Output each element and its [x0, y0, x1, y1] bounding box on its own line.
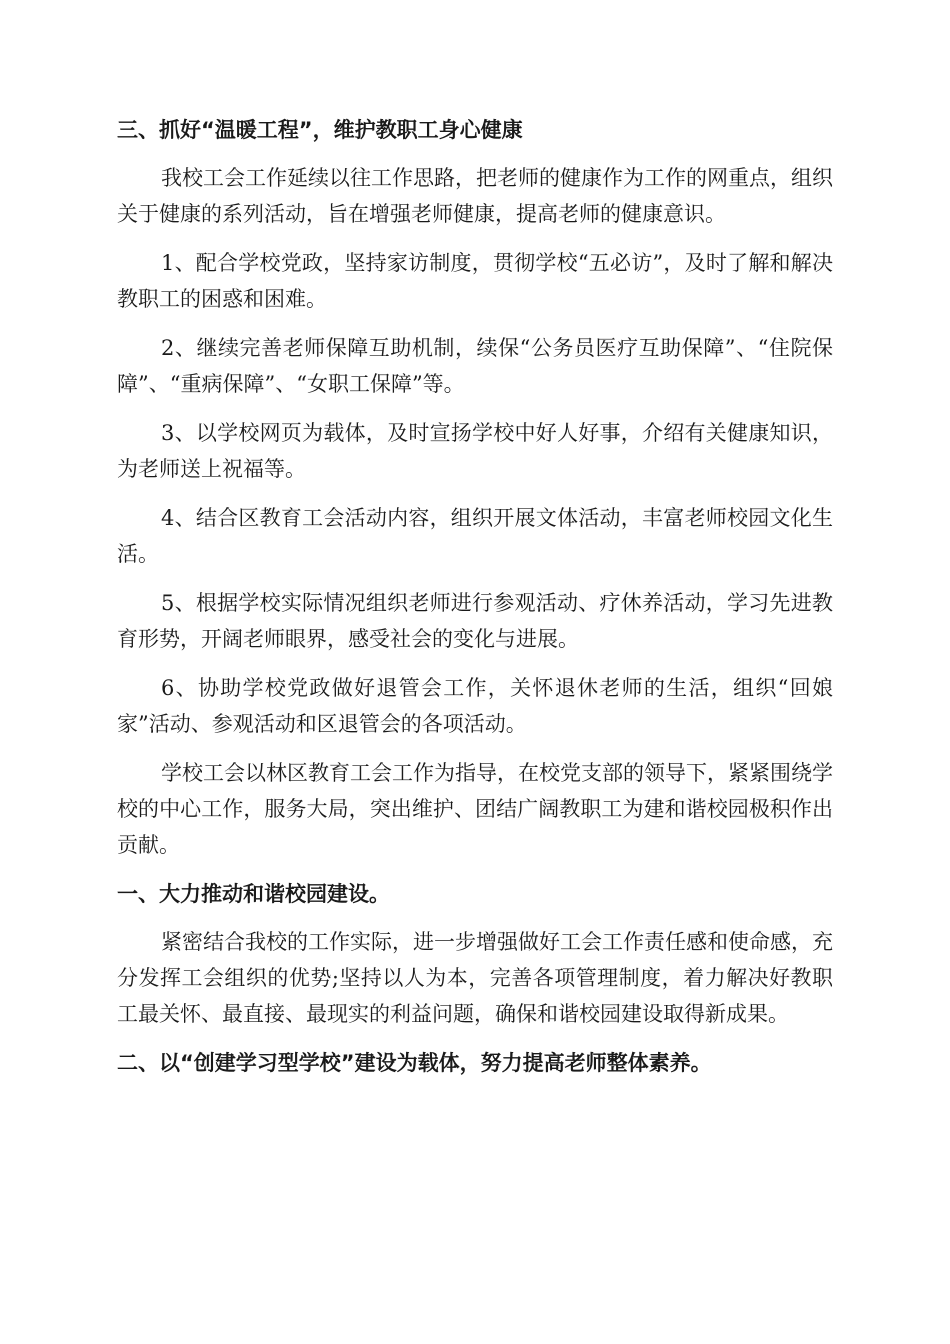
list-item: 3、以学校网页为载体，及时宣扬学校中好人好事，介绍有关健康知识，为老师送上祝福等。 [117, 421, 833, 481]
intro-paragraph: 我校工会工作延续以往工作思路，把老师的健康作为工作的网重点，组织关于健康的系列活动，旨在增强老师健康，提高老师的健康意识。 [117, 166, 833, 226]
list-item: 5、根据学校实际情况组织老师进行参观活动、疗休养活动，学习先进教育形势，开阔老师眼界，感受社会的变化与进展。 [117, 591, 833, 651]
list-item: 1、配合学校党政，坚持家访制度，贯彻学校“五必访”，及时了解和解决教职工的困惑和困难。 [117, 251, 833, 311]
section-heading-learning: 二、以“创建学习型学校”建设为载体，努力提高老师整体素养。 [117, 1051, 712, 1075]
list-item: 2、继续完善老师保障互助机制，续保“公务员医疗互助保障”、“住院保障”、“重病保障”、“女职工保障”等。 [117, 336, 833, 396]
list-item: 6、协助学校党政做好退管会工作，关怀退休老师的生活，组织“回娘家”活动、参观活动和区退管会的各项活动。 [117, 676, 833, 736]
harmony-paragraph: 紧密结合我校的工作实际，进一步增强做好工会工作责任感和使命感，充分发挥工会组织的优势;坚持以人为本，完善各项管理制度，着力解决好教职工最关怀、最直接、最现实的利益问题，确保和谐校园建设取得新成果。 [117, 930, 833, 1026]
document-page [117, 112, 833, 1093]
section-heading-warmth: 三、抓好“温暖工程”，维护教职工身心健康 [117, 118, 523, 142]
list-item: 4、结合区教育工会活动内容，组织开展文体活动，丰富老师校园文化生活。 [117, 506, 833, 566]
section-heading-harmony: 一、大力推动和谐校园建设。 [117, 882, 390, 906]
summary-paragraph: 学校工会以林区教育工会工作为指导，在校党支部的领导下，紧紧围绕学校的中心工作，服务大局，突出维护、团结广阔教职工为建和谐校园极积作出贡献。 [117, 761, 833, 857]
